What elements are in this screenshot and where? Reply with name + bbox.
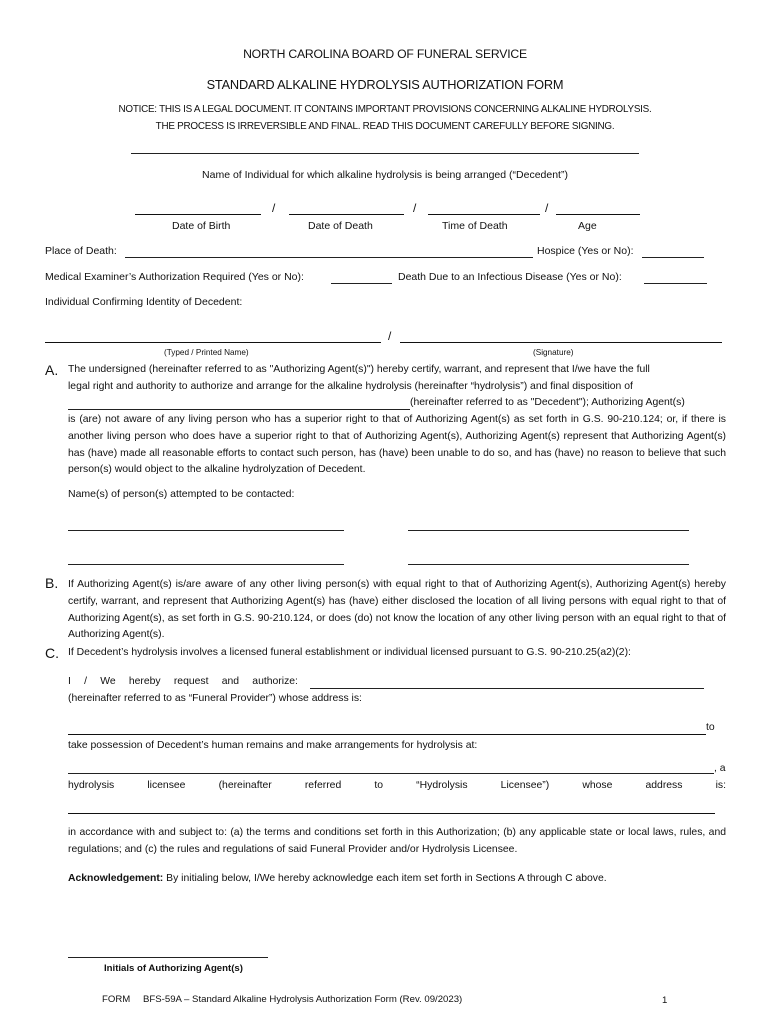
section-c-letter: C.	[45, 645, 59, 661]
hydrolysis-licensee-name-field[interactable]	[68, 773, 714, 774]
funeral-provider-name-field[interactable]	[310, 688, 704, 689]
notice-line-2: THE PROCESS IS IRREVERSIBLE AND FINAL. READ THIS DOCUMENT CAREFULLY BEFORE SIGNING.	[155, 121, 615, 132]
separator-slash: /	[388, 329, 392, 343]
date-of-death-field[interactable]	[289, 214, 404, 215]
section-a-body: is (are) not aware of any living person who has a superior right to that of Authorizing Agent(s) as set forth in G.S. 90-210.124; or, if there is another living person who does have a superior right to that of Authorizing Agent(s), Authorizing Agent(s) represent that Authorizing Agent(s) has (have) made all reasonable efforts to contact such person, has (have) been unable to do so, and has (have) no reason to believe that such person(s) would object to the alkaline hydrolyzation of Decedent.	[68, 414, 726, 476]
licensee-word: Licensee”)	[500, 780, 550, 791]
accordance-paragraph: in accordance with and subject to: (a) the terms and conditions set forth in this Authorization; (b) any applicable state or local laws, rules, and regulations; and (c) the rules and regulations of said Funeral Provider and/or Hydrolysis Licensee.	[68, 827, 726, 855]
section-b-letter: B.	[45, 575, 59, 591]
licensee-word: whose	[582, 780, 613, 791]
contact-name-field-2[interactable]	[408, 530, 689, 531]
time-of-death-field[interactable]	[428, 214, 540, 215]
licensee-word: “Hydrolysis	[416, 780, 468, 791]
medical-examiner-field[interactable]	[331, 283, 392, 284]
to-word: to	[706, 722, 715, 733]
section-b-body: If Authorizing Agent(s) is/are aware of any other living person(s) with equal right to that of Authorizing Agent(s), Authorizing Agent(s) hereby certify, warrant, and represent that Authorizing Agent(s) has (have) either disclosed the location of all living persons with equal right to that of Authorizing Agent(s), as set forth in G.S. 90-210.124, or does (do) not know the location of any other living person with an equal right to that of Authorizing Agent(s).	[68, 579, 726, 641]
request-word: I	[68, 676, 71, 687]
licensee-word: to	[374, 780, 384, 791]
request-word: request	[173, 676, 209, 687]
decedent-name-caption: Name of Individual for which alkaline hydrolysis is being arranged (“Decedent”)	[202, 169, 568, 181]
names-attempted-label: Name(s) of person(s) attempted to be contacted:	[68, 488, 295, 500]
section-a-line-3-suffix: (hereinafter referred to as "Decedent"); Authorizing Agent(s)	[410, 397, 685, 408]
funeral-provider-address-field[interactable]	[68, 734, 706, 735]
place-of-death-field[interactable]	[125, 257, 533, 258]
licensee-word: referred	[304, 780, 342, 791]
decedent-name-field[interactable]	[131, 153, 639, 154]
section-a-line-1: The undersigned (hereinafter referred to as "Authorizing Agent(s)") hereby certify, warrant, and represent that I/we have the full	[68, 364, 650, 375]
infectious-disease-field[interactable]	[644, 283, 707, 284]
form-id: BFS-59A – Standard Alkaline Hydrolysis Authorization Form (Rev. 09/2023)	[143, 994, 463, 1005]
date-of-birth-label: Date of Birth	[172, 220, 231, 232]
date-of-death-label: Date of Death	[308, 220, 373, 232]
separator-slash: /	[272, 201, 276, 215]
confirming-signature-field[interactable]	[400, 342, 722, 343]
confirming-printed-name-field[interactable]	[45, 342, 381, 343]
licensee-word: hydrolysis	[68, 780, 115, 791]
request-word: hereby	[128, 676, 161, 687]
separator-slash: /	[545, 201, 549, 215]
notice-line-1: NOTICE: THIS IS A LEGAL DOCUMENT. IT CONTAINS IMPORTANT PROVISIONS CONCERNING ALKALINE HYDROLYSIS.	[118, 104, 652, 115]
date-of-birth-field[interactable]	[135, 214, 261, 215]
licensee-word: address	[645, 780, 683, 791]
possession-line: take possession of Decedent’s human remains and make arrangements for hydrolysis at:	[68, 740, 478, 751]
request-word: authorize:	[252, 676, 298, 687]
contact-name-field-3[interactable]	[68, 564, 344, 565]
medical-examiner-label: Medical Examiner’s Authorization Required (Yes or No):	[45, 271, 304, 283]
section-a-line-2: legal right and authority to authorize and arrange for the alkaline hydrolysis (hereinafter “hydrolysis”) and final disposition of	[68, 381, 633, 392]
initials-field[interactable]	[68, 957, 268, 958]
signature-caption: (Signature)	[533, 348, 574, 357]
decedent-name-inline-field[interactable]	[68, 409, 410, 410]
hospice-field[interactable]	[642, 257, 704, 258]
age-field[interactable]	[556, 214, 640, 215]
licensee-word: (hereinafter	[218, 780, 272, 791]
separator-slash: /	[413, 201, 417, 215]
acknowledgement-text: By initialing below, I/We hereby acknowledge each item set forth in Sections A through C above.	[166, 873, 607, 884]
request-word: and	[221, 676, 240, 687]
form-title: STANDARD ALKALINE HYDROLYSIS AUTHORIZATION FORM	[206, 77, 564, 92]
page-number: 1	[662, 995, 668, 1006]
time-of-death-label: Time of Death	[442, 220, 508, 232]
confirming-identity-label: Individual Confirming Identity of Decedent:	[45, 296, 243, 308]
section-c-intro: If Decedent’s hydrolysis involves a licensed funeral establishment or individual licensed pursuant to G.S. 90-210.25(a2)(2):	[68, 647, 631, 658]
form-label: FORM	[102, 994, 131, 1005]
funeral-provider-caption: (hereinafter referred to as “Funeral Provider”) whose address is:	[68, 693, 362, 704]
age-label: Age	[578, 220, 597, 232]
licensee-phrase	[68, 780, 726, 791]
contact-name-field-1[interactable]	[68, 530, 344, 531]
licensee-word: is:	[715, 780, 726, 791]
request-authorize-phrase	[68, 676, 298, 687]
licensee-word: licensee	[147, 780, 186, 791]
contact-name-field-4[interactable]	[408, 564, 689, 565]
typed-name-caption: (Typed / Printed Name)	[164, 348, 249, 357]
board-heading: NORTH CAROLINA BOARD OF FUNERAL SERVICE	[243, 47, 527, 61]
place-of-death-label: Place of Death:	[45, 245, 117, 257]
comma-a: , a	[714, 763, 726, 774]
acknowledgement-label: Acknowledgement:	[68, 873, 164, 884]
hydrolysis-licensee-address-field[interactable]	[68, 813, 715, 814]
request-word: /	[84, 676, 87, 687]
hospice-label: Hospice (Yes or No):	[537, 245, 634, 257]
request-word: We	[100, 676, 116, 687]
acknowledgement	[68, 873, 607, 884]
initials-label: Initials of Authorizing Agent(s)	[104, 963, 243, 974]
section-a-letter: A.	[45, 362, 59, 378]
infectious-disease-label: Death Due to an Infectious Disease (Yes or No):	[398, 271, 622, 283]
